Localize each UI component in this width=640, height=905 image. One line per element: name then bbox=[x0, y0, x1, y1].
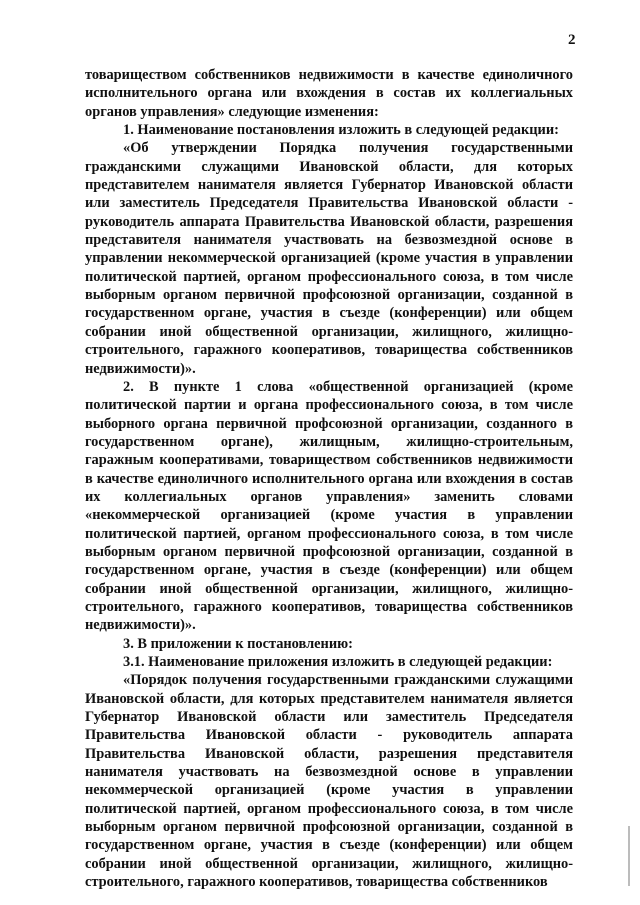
scan-edge-line bbox=[628, 826, 630, 886]
paragraph-item-3-1: 3.1. Наименование приложения изложить в следующей редакции: bbox=[123, 654, 553, 670]
document-body bbox=[85, 66, 573, 891]
paragraph-appendix-title: «Порядок получения государственными гражданскими служащими Ивановской области, для которых представителем нанимателя является Губернатор Ивановской области или заместитель Председателя Правительства Ивановской области - руководитель аппарата Правительства Ивановской области, разрешения представителя нанимателя участвовать на безвозмездной основе в управлении некоммерческой организацией (кроме участия в управлении политической партией, органом профессионального союза, в том числе выборным органом первичной профсоюзной организации, созданной в государственном органе, участия в съезде (конференции) или общем собрании иной общественной организации, жилищного, жилищно-строительного, гаражного кооперативов, товарищества собственников bbox=[85, 672, 573, 891]
paragraph-resolution-title: «Об утверждении Порядка получения государственными гражданскими служащими Ивановской области, для которых представителем нанимателя является Губернатор Ивановской области или заместитель Председателя Правительства Ивановской области - руководитель аппарата Правительства Ивановской области, разрешения представителя нанимателя участвовать на безвозмездной основе в управлении некоммерческой организацией (кроме участия в управлении политической партией, органом профессионального союза, в том числе выборным органом первичной профсоюзной организации, созданной в государственном органе, участия в съезде (конференции) или общем собрании иной общественной организации, жилищного, жилищно-строительного, гаражного кооперативов, товарищества собственников недвижимости)». bbox=[85, 140, 573, 377]
page-number: 2 bbox=[568, 32, 576, 48]
paragraph-item-3: 3. В приложении к постановлению: bbox=[123, 635, 353, 652]
paragraph-item-1: 1. Наименование постановления изложить в следующей редакции: bbox=[123, 122, 559, 139]
paragraph-item-2: 2. В пункте 1 слова «общественной организацией (кроме политической партии и органа профессионального союза, в том числе выборного органа первичной профсоюзной организации, созданного в государственном органе), жилищным, жилищно-строительным, гаражным кооперативами, товариществом собственников недвижимости в качестве единоличного исполнительного органа или вхождения в состав их коллегиальных органов управления» заменить словами «некоммерческой организацией (кроме участия в управлении политической партией, органом профессионального союза, в том числе выборным органом первичной профсоюзной организации, созданной в государственном органе, участия в съезде (конференции) или общем собрании иной общественной организации, жилищного, жилищно-строительного, гаражного кооперативов, товарищества собственников недвижимости)». bbox=[85, 378, 573, 634]
paragraph-intro-continuation: товариществом собственников недвижимости в качестве единоличного исполнительного органа или вхождения в состав их коллегиальных органов управления» следующие изменения: bbox=[85, 67, 573, 120]
